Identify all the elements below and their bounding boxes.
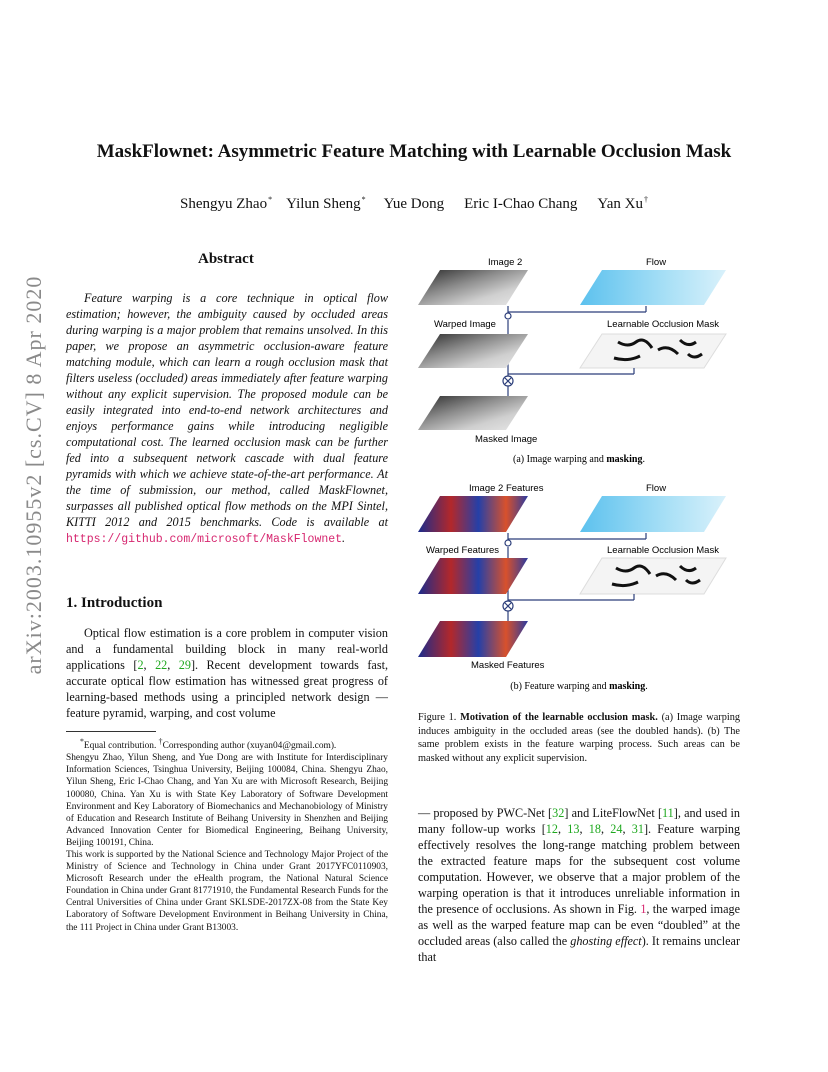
figure-1 bbox=[418, 250, 740, 695]
label-warped-features: Warped Features bbox=[426, 545, 500, 556]
abstract-body: Feature warping is a core technique in optical flow estimation; however, the ambiguity caused by occluded areas during warping is a major problem that remains unsolved. In this paper, we propose an asymmetric occlusion-aware feature matching module, which can learn a rough occlusion mask that filters useless (occluded) areas immediately after feature warping without any explicit supervision. The proposed module can be easily integrated into end-to-end network architectures and enjoys performance gains while introducing negligible computational cost. The learned occlusion mask can be further fed into a subsequent network cascade with dual feature pyramids with which we achieve state-of-the-art performance. At the time of submission, our method, called MaskFlownet, surpasses all published optical flow methods on the MPI Sintel, KITTI 2012 and 2015 benchmarks. Code is available at https://github.com/microsoft/MaskFlownet. bbox=[66, 291, 388, 546]
author: Yue Dong bbox=[383, 196, 445, 212]
masked-image-panel bbox=[418, 396, 528, 430]
flow-panel bbox=[580, 496, 726, 532]
arxiv-stamp: arXiv:2003.10955v2 [cs.CV] 8 Apr 2020 bbox=[21, 275, 46, 675]
label-masked-features: Masked Features bbox=[471, 660, 545, 671]
label-masked-image: Masked Image bbox=[475, 434, 538, 445]
author: Yilun Sheng* bbox=[286, 195, 366, 212]
paper-title: MaskFlownet: Asymmetric Feature Matching with Learnable Occlusion Mask bbox=[96, 141, 732, 162]
occlusion-mask-panel bbox=[580, 558, 726, 594]
warped-features-panel bbox=[418, 558, 528, 594]
footnotes: *Equal contribution. †Corresponding author (xuyan04@gmail.com). Shengyu Zhao, Yilun Sheng, and Yue Dong are with Institute for Interdisciplinary Information Sciences, Tsinghua University, Beijing 100084, China. Shengyu Zhao, Yilun Sheng, Eric I-Chao Chang, and Yan Xu are with Microsoft Research, Beijing 100080, China. Yan Xu is with State Key Laboratory of Software Development Environment and Key Laboratory of Biomechanics and Mechanobiology of Ministry of Education and Research Institute of Beihang University in Shenzhen and Beijing Advanced Innovation Center for Biomedical Engineering, Beihang University, Beijing 100191, China. This work is supported by the National Science and Technology Major Project of the Ministry of Science and Technology in China under Grant 2017YFC0110903, Microsoft Research under the eHealth program, the National Natural Science Foundation in China under Grant 81771910, the Fundamental Research Funds for the Central Universities of China under Grant SKLSDE-2017ZX-08 from the State Key Laboratory of Software Development Environment in Beihang University in China, the 111 Project in China under Grant B13003. bbox=[66, 737, 388, 933]
author: Eric I-Chao Chang bbox=[464, 196, 578, 212]
author-list bbox=[0, 196, 828, 213]
label-flow: Flow bbox=[646, 483, 667, 494]
citation-link[interactable]: 11 bbox=[662, 806, 674, 820]
code-link[interactable]: https://github.com/microsoft/MaskFlownet bbox=[66, 533, 343, 546]
citation-link[interactable]: 12 bbox=[545, 822, 558, 836]
label-flow: Flow bbox=[646, 257, 667, 268]
citation-link[interactable]: 32 bbox=[552, 806, 565, 820]
image-2-features-panel bbox=[418, 496, 528, 532]
masked-features-panel bbox=[418, 621, 528, 657]
footnote-rule bbox=[66, 731, 156, 732]
citation-link[interactable]: 24 bbox=[610, 822, 623, 836]
flow-panel bbox=[580, 270, 726, 305]
abstract-heading: Abstract bbox=[198, 251, 254, 267]
label-occlusion-mask: Learnable Occlusion Mask bbox=[607, 319, 719, 330]
image-2-panel bbox=[418, 270, 528, 305]
intro-paragraph: Optical flow estimation is a core problem in computer vision and a fundamental building block in many real-world applications [2, 22, 29]. Recent development towards fast, accurate optical flow estimation has witnessed great progress of learning-based methods using a principled network design — feature pyramid, warping, and cost volume bbox=[66, 626, 389, 720]
label-occlusion-mask: Learnable Occlusion Mask bbox=[607, 545, 719, 556]
citation-link[interactable]: 31 bbox=[631, 822, 644, 836]
intro-heading: 1. Introduction bbox=[66, 595, 163, 611]
citation-link[interactable]: 18 bbox=[588, 822, 601, 836]
citation-link[interactable]: 29 bbox=[178, 658, 191, 672]
intro-continuation: — proposed by PWC-Net [32] and LiteFlowNet [11], and used in many follow-up works [12, 13, 18, 24, 31]. Feature warping effectively resolves the long-range matching problem between the extracted feature maps for the subsequent cost volume computation. However, we observe that a major problem of the warping operation is that it introduces unreliable information in the presence of occlusions. As shown in Fig. 1, the warped image as well as the warped feature map can be even “doubled” at the occluded areas (also called the ghosting effect). It remains unclear that bbox=[418, 806, 741, 964]
subcaption-a: (a) Image warping and masking. bbox=[513, 454, 645, 465]
figure-reference-link[interactable]: 1 bbox=[640, 902, 647, 916]
label-image-2: Image 2 bbox=[488, 257, 523, 268]
label-image-2-features: Image 2 Features bbox=[469, 483, 544, 494]
subcaption-b: (b) Feature warping and masking. bbox=[510, 681, 648, 692]
label-warped-image: Warped Image bbox=[434, 319, 496, 330]
citation-link[interactable]: 22 bbox=[155, 658, 168, 672]
author: Yan Xu† bbox=[597, 195, 648, 212]
author: Shengyu Zhao* bbox=[180, 195, 273, 212]
citation-link[interactable]: 13 bbox=[567, 822, 580, 836]
warped-image-panel bbox=[418, 334, 528, 368]
citation-link[interactable]: 2 bbox=[137, 658, 144, 672]
figure-caption: Figure 1. Motivation of the learnable occlusion mask. (a) Image warping induces ambiguity in the occluded areas (see the doubled hands). (b) The same problem exists in the feature warping process. Such areas can be masked without any explicit supervision. bbox=[418, 712, 741, 764]
occlusion-mask-panel bbox=[580, 334, 726, 368]
